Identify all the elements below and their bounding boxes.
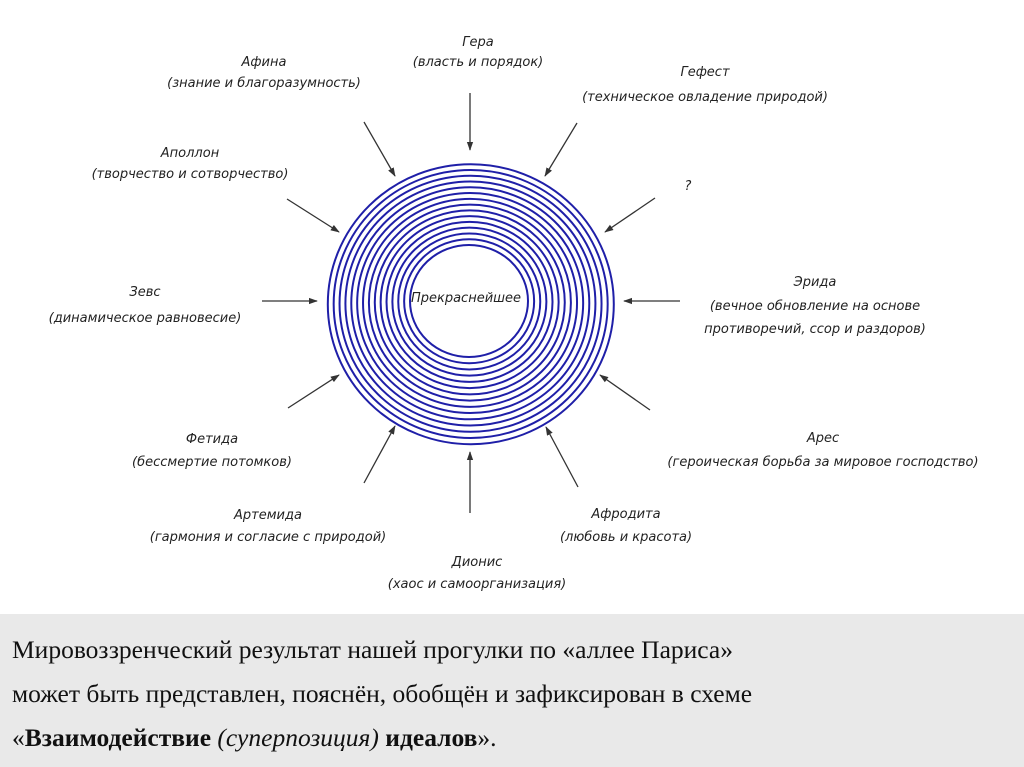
caption-line-1: Мировоззренческий результат нашей прогулки по «аллее Париса»: [12, 635, 733, 664]
center-label: Прекраснейшее: [410, 291, 522, 306]
label-fetida-name: Фетида: [185, 432, 239, 447]
caption-bold-1: Взаимодействие: [24, 723, 218, 752]
arrow-unknown: [605, 198, 655, 232]
label-apollon-name: Аполлон: [160, 146, 220, 161]
caption-italic: (суперпозиция): [217, 723, 379, 752]
label-erida-name: Эрида: [793, 275, 837, 290]
label-apollon-desc: (творчество и сотворчество): [91, 167, 289, 182]
label-afina-desc: (знание и благоразумность): [167, 76, 361, 91]
label-afina-name: Афина: [241, 55, 287, 70]
label-gefest-name: Гефест: [680, 65, 730, 80]
arrow-apollon: [287, 199, 339, 232]
label-erida-desc: (вечное обновление на основе: [709, 299, 921, 314]
caption-bold-2: идеалов: [378, 723, 478, 752]
arrow-artemida: [364, 426, 395, 483]
label-dionis-name: Дионис: [451, 555, 503, 570]
arrow-fetida: [288, 375, 339, 408]
label-unknown-name: ?: [684, 179, 692, 194]
arrow-gefest: [545, 123, 577, 176]
label-gera-desc: (власть и порядок): [412, 55, 544, 70]
label-zevs-name: Зевс: [129, 285, 161, 300]
label-erida-desc2: противоречий, ссор и раздоров): [704, 322, 926, 337]
label-zevs-desc: (динамическое равновесие): [48, 311, 242, 326]
label-ares-desc: (героическая борьба за мировое господство): [667, 455, 979, 470]
label-dionis-desc: (хаос и самоорганизация): [387, 577, 567, 592]
label-afrodita-name: Афродита: [591, 507, 661, 522]
label-artemida-desc: (гармония и согласие с природой): [149, 530, 387, 545]
caption-close: ».: [477, 723, 497, 752]
caption-line-3: [12, 716, 1012, 760]
caption-text: [0, 614, 1024, 767]
label-gera-name: Гера: [462, 35, 494, 50]
caption-line-2: может быть представлен, пояснён, обобщён и зафиксирован в схеме: [12, 679, 753, 708]
label-ares-name: Арес: [806, 431, 840, 446]
caption-open-quote: «: [12, 723, 25, 752]
arrow-ares: [600, 375, 650, 410]
label-fetida-desc: (бессмертие потомков): [132, 455, 292, 470]
arrow-afina: [364, 122, 395, 176]
arrow-afrodita: [546, 427, 578, 487]
label-gefest-desc: (техническое овладение природой): [582, 90, 828, 105]
label-artemida-name: Артемида: [234, 508, 302, 523]
label-afrodita-desc: (любовь и красота): [559, 530, 693, 545]
